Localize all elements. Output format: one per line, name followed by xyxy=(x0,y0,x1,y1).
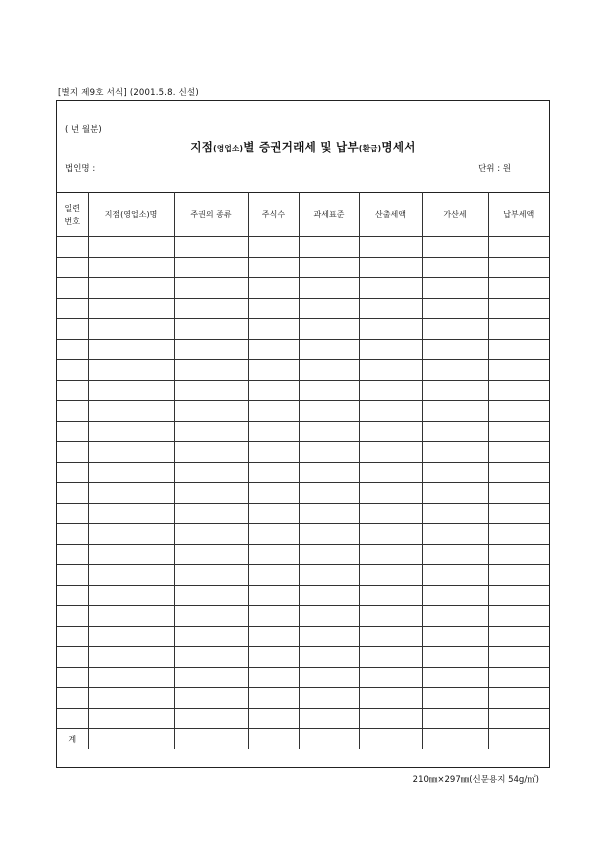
table-cell[interactable] xyxy=(488,667,549,688)
table-cell[interactable] xyxy=(488,339,549,360)
table-cell[interactable] xyxy=(422,278,488,299)
table-cell[interactable] xyxy=(88,729,174,750)
table-row xyxy=(57,708,549,729)
table-cell[interactable] xyxy=(248,401,299,422)
table-row xyxy=(57,298,549,319)
table-row xyxy=(57,565,549,586)
table-cell[interactable] xyxy=(248,257,299,278)
table-cell[interactable] xyxy=(299,626,359,647)
table-cell[interactable] xyxy=(174,442,248,463)
col-header-stock-type: 주권의 종류 xyxy=(174,193,248,237)
total-label: 계 xyxy=(57,729,88,750)
table-cell[interactable] xyxy=(88,565,174,586)
table-row xyxy=(57,237,549,258)
table-cell[interactable] xyxy=(359,606,422,627)
table-cell[interactable] xyxy=(422,667,488,688)
col-header-branch: 지점(영업소)명 xyxy=(88,193,174,237)
table-header-row xyxy=(57,193,549,237)
table-cell[interactable] xyxy=(174,503,248,524)
col-header-calc-tax: 산출세액 xyxy=(359,193,422,237)
table-cell[interactable] xyxy=(299,421,359,442)
table-cell[interactable] xyxy=(88,257,174,278)
table-cell[interactable] xyxy=(422,401,488,422)
table-row xyxy=(57,606,549,627)
table-cell[interactable] xyxy=(174,401,248,422)
form-frame xyxy=(56,100,550,768)
table-cell[interactable] xyxy=(422,647,488,668)
table-cell[interactable] xyxy=(174,421,248,442)
table-cell[interactable] xyxy=(299,606,359,627)
table-cell[interactable] xyxy=(488,278,549,299)
table-cell[interactable] xyxy=(488,298,549,319)
table-cell[interactable] xyxy=(174,626,248,647)
table-cell[interactable] xyxy=(174,565,248,586)
table-cell[interactable] xyxy=(174,729,248,750)
table-cell[interactable] xyxy=(359,729,422,750)
table-cell[interactable] xyxy=(57,565,88,586)
detail-table xyxy=(57,192,549,749)
title-small-1: (영업소) xyxy=(213,144,244,153)
table-cell[interactable] xyxy=(57,626,88,647)
table-cell[interactable] xyxy=(88,360,174,381)
table-cell[interactable] xyxy=(88,380,174,401)
table-cell[interactable] xyxy=(488,585,549,606)
table-cell[interactable] xyxy=(488,360,549,381)
table-cell[interactable] xyxy=(488,401,549,422)
table-cell[interactable] xyxy=(422,708,488,729)
table-cell[interactable] xyxy=(88,278,174,299)
table-cell[interactable] xyxy=(57,442,88,463)
unit-label: 단위 : 원 xyxy=(478,164,511,174)
table-cell[interactable] xyxy=(359,442,422,463)
table-cell[interactable] xyxy=(422,524,488,545)
table-cell[interactable] xyxy=(422,298,488,319)
table-cell[interactable] xyxy=(359,647,422,668)
table-cell[interactable] xyxy=(422,544,488,565)
table-cell[interactable] xyxy=(88,503,174,524)
table-cell[interactable] xyxy=(359,483,422,504)
table-row xyxy=(57,442,549,463)
col-header-add-tax: 가산세 xyxy=(422,193,488,237)
table-cell[interactable] xyxy=(299,442,359,463)
table-cell[interactable] xyxy=(488,503,549,524)
table-cell[interactable] xyxy=(57,483,88,504)
table-cell[interactable] xyxy=(299,503,359,524)
table-row xyxy=(57,585,549,606)
table-cell[interactable] xyxy=(88,606,174,627)
table-cell[interactable] xyxy=(488,442,549,463)
table-cell[interactable] xyxy=(299,647,359,668)
table-cell[interactable] xyxy=(422,483,488,504)
table-cell[interactable] xyxy=(174,462,248,483)
table-cell[interactable] xyxy=(359,360,422,381)
table-cell[interactable] xyxy=(57,688,88,709)
table-cell[interactable] xyxy=(359,462,422,483)
table-row xyxy=(57,483,549,504)
table-cell[interactable] xyxy=(57,585,88,606)
table-cell[interactable] xyxy=(422,339,488,360)
table-cell[interactable] xyxy=(359,667,422,688)
table-cell[interactable] xyxy=(57,462,88,483)
table-cell[interactable] xyxy=(359,237,422,258)
table-cell[interactable] xyxy=(488,421,549,442)
table-cell[interactable] xyxy=(299,524,359,545)
table-cell[interactable] xyxy=(248,298,299,319)
table-cell[interactable] xyxy=(488,647,549,668)
table-row xyxy=(57,401,549,422)
table-cell[interactable] xyxy=(174,278,248,299)
table-cell[interactable] xyxy=(299,565,359,586)
table-row xyxy=(57,647,549,668)
table-cell[interactable] xyxy=(174,483,248,504)
table-cell[interactable] xyxy=(248,626,299,647)
table-row xyxy=(57,462,549,483)
table-cell[interactable] xyxy=(359,421,422,442)
table-cell[interactable] xyxy=(57,257,88,278)
table-cell[interactable] xyxy=(359,503,422,524)
table-cell[interactable] xyxy=(488,606,549,627)
table-cell[interactable] xyxy=(248,237,299,258)
table-cell[interactable] xyxy=(359,544,422,565)
table-cell[interactable] xyxy=(57,647,88,668)
table-row xyxy=(57,257,549,278)
table-cell[interactable] xyxy=(248,462,299,483)
table-cell[interactable] xyxy=(174,360,248,381)
corp-name-label: 법인명 : xyxy=(65,164,96,174)
table-cell[interactable] xyxy=(422,380,488,401)
table-cell[interactable] xyxy=(359,524,422,545)
table-cell[interactable] xyxy=(57,421,88,442)
table-cell[interactable] xyxy=(57,503,88,524)
table-cell[interactable] xyxy=(359,708,422,729)
table-cell[interactable] xyxy=(88,401,174,422)
table-cell[interactable] xyxy=(88,688,174,709)
table-cell[interactable] xyxy=(359,278,422,299)
table-cell[interactable] xyxy=(174,380,248,401)
table-cell[interactable] xyxy=(248,647,299,668)
table-cell[interactable] xyxy=(488,729,549,750)
col-header-shares: 주식수 xyxy=(248,193,299,237)
table-cell[interactable] xyxy=(174,257,248,278)
table-cell[interactable] xyxy=(299,483,359,504)
table-cell[interactable] xyxy=(422,421,488,442)
table-cell[interactable] xyxy=(488,483,549,504)
table-cell[interactable] xyxy=(359,626,422,647)
table-cell[interactable] xyxy=(299,462,359,483)
table-cell[interactable] xyxy=(57,237,88,258)
paper-size-note: 210㎜×297㎜(신문용지 54g/㎡) xyxy=(412,775,539,785)
table-cell[interactable] xyxy=(248,606,299,627)
table-cell[interactable] xyxy=(174,544,248,565)
table-cell[interactable] xyxy=(88,544,174,565)
table-cell[interactable] xyxy=(57,278,88,299)
table-cell[interactable] xyxy=(488,237,549,258)
table-cell[interactable] xyxy=(248,503,299,524)
table-cell[interactable] xyxy=(299,544,359,565)
table-cell[interactable] xyxy=(299,688,359,709)
table-cell[interactable] xyxy=(88,667,174,688)
table-cell[interactable] xyxy=(422,257,488,278)
table-row xyxy=(57,319,549,340)
title-part-1: 지점 xyxy=(190,140,214,154)
table-cell[interactable] xyxy=(299,380,359,401)
table-cell[interactable] xyxy=(174,647,248,668)
table-cell[interactable] xyxy=(57,606,88,627)
table-cell[interactable] xyxy=(422,442,488,463)
table-row xyxy=(57,544,549,565)
table-cell[interactable] xyxy=(57,319,88,340)
table-cell[interactable] xyxy=(488,626,549,647)
table-cell[interactable] xyxy=(359,298,422,319)
table-cell[interactable] xyxy=(248,729,299,750)
table-cell[interactable] xyxy=(299,667,359,688)
table-cell[interactable] xyxy=(57,401,88,422)
table-cell[interactable] xyxy=(299,729,359,750)
table-cell[interactable] xyxy=(359,380,422,401)
table-cell[interactable] xyxy=(88,647,174,668)
table-cell[interactable] xyxy=(248,339,299,360)
table-cell[interactable] xyxy=(174,339,248,360)
table-cell[interactable] xyxy=(359,257,422,278)
table-cell[interactable] xyxy=(248,380,299,401)
table-cell[interactable] xyxy=(422,626,488,647)
table-cell[interactable] xyxy=(248,544,299,565)
table-cell[interactable] xyxy=(57,708,88,729)
table-row xyxy=(57,380,549,401)
col-header-seq: 일련 번호 xyxy=(57,193,88,237)
table-cell[interactable] xyxy=(299,237,359,258)
table-cell[interactable] xyxy=(248,524,299,545)
table-cell[interactable] xyxy=(88,524,174,545)
table-row xyxy=(57,626,549,647)
table-cell[interactable] xyxy=(248,319,299,340)
table-cell[interactable] xyxy=(57,544,88,565)
table-cell[interactable] xyxy=(488,565,549,586)
table-cell[interactable] xyxy=(422,360,488,381)
table-cell[interactable] xyxy=(422,319,488,340)
table-cell[interactable] xyxy=(422,462,488,483)
table-cell[interactable] xyxy=(88,626,174,647)
table-cell[interactable] xyxy=(88,421,174,442)
table-cell[interactable] xyxy=(488,319,549,340)
table-cell[interactable] xyxy=(174,585,248,606)
table-cell[interactable] xyxy=(488,544,549,565)
table-cell[interactable] xyxy=(299,257,359,278)
title-small-2: (환급) xyxy=(358,144,382,153)
table-cell[interactable] xyxy=(248,667,299,688)
table-cell[interactable] xyxy=(174,708,248,729)
table-cell[interactable] xyxy=(488,688,549,709)
title-part-2: 별 증권거래세 및 납부 xyxy=(243,140,359,154)
table-cell[interactable] xyxy=(88,237,174,258)
table-row xyxy=(57,278,549,299)
table-cell[interactable] xyxy=(174,298,248,319)
table-row xyxy=(57,688,549,709)
table-row xyxy=(57,339,549,360)
table-cell[interactable] xyxy=(174,237,248,258)
table-cell[interactable] xyxy=(359,688,422,709)
table-cell[interactable] xyxy=(422,585,488,606)
table-cell[interactable] xyxy=(248,688,299,709)
table-cell[interactable] xyxy=(488,524,549,545)
table-cell[interactable] xyxy=(299,339,359,360)
table-cell[interactable] xyxy=(88,462,174,483)
table-cell[interactable] xyxy=(422,606,488,627)
period-label: ( 년 월분) xyxy=(65,125,102,135)
table-cell[interactable] xyxy=(174,524,248,545)
table-cell[interactable] xyxy=(174,319,248,340)
table-cell[interactable] xyxy=(174,667,248,688)
table-cell[interactable] xyxy=(248,708,299,729)
table-cell[interactable] xyxy=(88,298,174,319)
table-cell[interactable] xyxy=(299,360,359,381)
table-cell[interactable] xyxy=(248,278,299,299)
table-cell[interactable] xyxy=(422,729,488,750)
table-row xyxy=(57,667,549,688)
table-cell[interactable] xyxy=(174,606,248,627)
table-cell[interactable] xyxy=(422,688,488,709)
table-cell[interactable] xyxy=(488,380,549,401)
table-cell[interactable] xyxy=(422,565,488,586)
table-cell[interactable] xyxy=(88,442,174,463)
table-cell[interactable] xyxy=(299,401,359,422)
col-header-tax-base: 과세표준 xyxy=(299,193,359,237)
table-cell[interactable] xyxy=(88,483,174,504)
total-row xyxy=(57,729,549,750)
table-cell[interactable] xyxy=(248,421,299,442)
table-cell[interactable] xyxy=(57,667,88,688)
table-cell[interactable] xyxy=(88,319,174,340)
table-cell[interactable] xyxy=(57,298,88,319)
table-cell[interactable] xyxy=(488,708,549,729)
table-cell[interactable] xyxy=(359,339,422,360)
table-cell[interactable] xyxy=(57,360,88,381)
table-cell[interactable] xyxy=(359,565,422,586)
table-cell[interactable] xyxy=(57,380,88,401)
table-cell[interactable] xyxy=(88,585,174,606)
table-cell[interactable] xyxy=(299,708,359,729)
table-cell[interactable] xyxy=(57,339,88,360)
table-row xyxy=(57,421,549,442)
col-header-pay-tax: 납부세액 xyxy=(488,193,549,237)
table-cell[interactable] xyxy=(248,585,299,606)
table-cell[interactable] xyxy=(488,257,549,278)
page-title xyxy=(57,139,549,155)
table-cell[interactable] xyxy=(57,524,88,545)
table-cell[interactable] xyxy=(422,237,488,258)
table-cell[interactable] xyxy=(359,319,422,340)
table-cell[interactable] xyxy=(88,339,174,360)
table-cell[interactable] xyxy=(88,708,174,729)
table-cell[interactable] xyxy=(422,503,488,524)
table-cell[interactable] xyxy=(359,585,422,606)
table-cell[interactable] xyxy=(488,462,549,483)
table-cell[interactable] xyxy=(299,298,359,319)
table-cell[interactable] xyxy=(299,585,359,606)
table-row xyxy=(57,503,549,524)
table-cell[interactable] xyxy=(359,401,422,422)
title-part-3: 명세서 xyxy=(381,140,416,154)
table-row xyxy=(57,524,549,545)
form-code: [별지 제9호 서식] (2001.5.8. 신설) xyxy=(58,88,199,98)
table-cell[interactable] xyxy=(299,278,359,299)
table-cell[interactable] xyxy=(299,319,359,340)
table-cell[interactable] xyxy=(174,688,248,709)
table-cell[interactable] xyxy=(248,483,299,504)
table-cell[interactable] xyxy=(248,442,299,463)
table-row xyxy=(57,360,549,381)
table-cell[interactable] xyxy=(248,565,299,586)
table-cell[interactable] xyxy=(248,360,299,381)
